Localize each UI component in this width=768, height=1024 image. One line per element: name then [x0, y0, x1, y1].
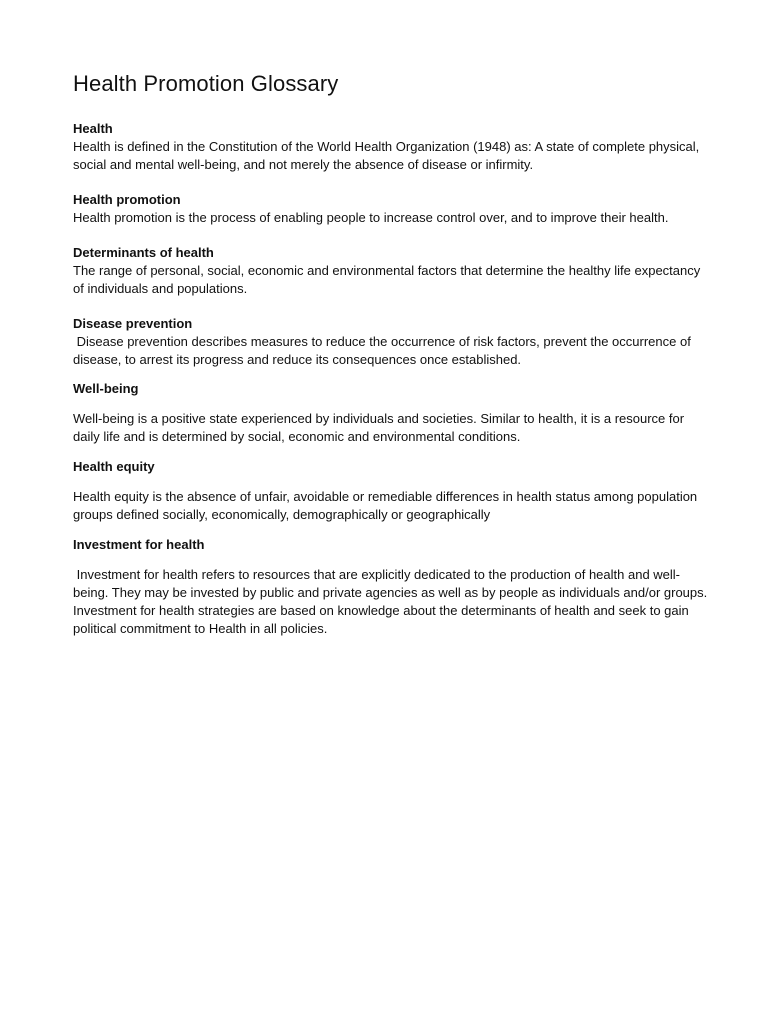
glossary-entry-well-being	[73, 380, 708, 446]
document-title: Health Promotion Glossary	[73, 71, 339, 96]
glossary-definition: Health is defined in the Constitution of the World Health Organization (1948) as: A state of complete physical, social and mental well-being, and not merely the absence of disease or infirmity.	[73, 139, 703, 172]
glossary-definition: Health equity is the absence of unfair, avoidable or remediable differences in health status among population groups defined socially, economically, demographically or geographically	[73, 489, 701, 522]
glossary-term: Health equity	[73, 459, 155, 474]
glossary-definition: Investment for health refers to resources that are explicitly dedicated to the production of health and well-being. They may be invested by public and private agencies as well as by people as individuals and/or groups. Investment for health strategies are based on knowledge about the determinants of health and seek to gain political commitment to Health in all policies.	[73, 567, 711, 636]
glossary-term: Disease prevention	[73, 316, 193, 331]
glossary-entry-investment-for-health	[73, 536, 711, 638]
glossary-term: Health promotion	[73, 192, 181, 207]
glossary-entry-health-promotion	[73, 191, 708, 227]
glossary-term: Investment for health	[73, 537, 205, 552]
glossary-entry-disease-prevention	[73, 315, 708, 369]
glossary-definition: Disease prevention describes measures to reduce the occurrence of risk factors, prevent the occurrence of disease, to arrest its progress and reduce its consequences once established.	[73, 334, 695, 367]
glossary-term: Determinants of health	[73, 245, 214, 260]
glossary-definition: Health promotion is the process of enabling people to increase control over, and to improve their health.	[73, 210, 669, 225]
glossary-term: Well-being	[73, 381, 139, 396]
glossary-term: Health	[73, 121, 113, 136]
glossary-definition: Well-being is a positive state experienced by individuals and societies. Similar to health, it is a resource for daily life and is determined by social, economic and environmental conditions.	[73, 411, 688, 444]
glossary-entry-health-equity	[73, 458, 708, 524]
glossary-entry-health	[73, 120, 708, 174]
glossary-entry-determinants-of-health	[73, 244, 708, 298]
glossary-definition: The range of personal, social, economic and environmental factors that determine the healthy life expectancy of individuals and populations.	[73, 263, 704, 296]
